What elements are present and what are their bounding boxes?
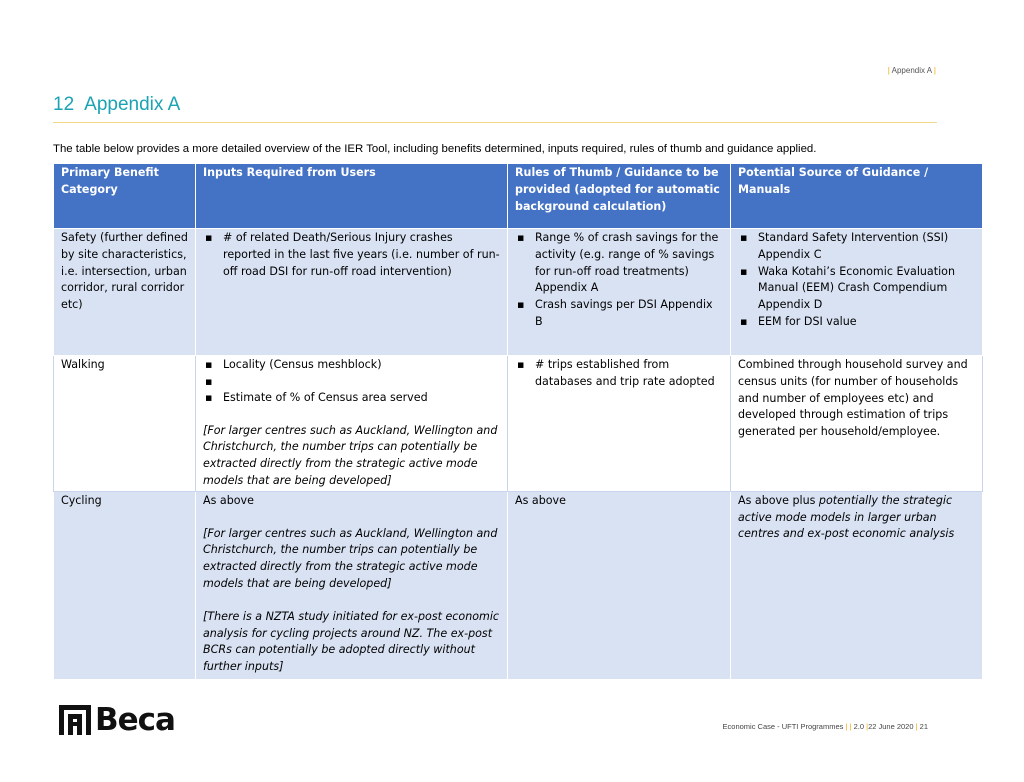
walking-category: Walking (54, 356, 196, 492)
cycling-rules: As above (508, 491, 731, 679)
cycling-inputs-text: As above (203, 493, 254, 507)
header-sources: Potential Source of Guidance / Manuals (731, 164, 983, 229)
header-tag: | Appendix A | (887, 66, 936, 75)
walking-inputs (196, 356, 508, 492)
cycling-source-italic: potentially the strategic active mode models in larger urban centres and ex-post economic analysis (738, 493, 955, 541)
cycling-inputs-note-2: [There is a NZTA study initiated for ex-post economic analysis for cycling projects around NZ. The ex-post BCRs can potentially be adopted directly without further inputs] (203, 609, 499, 674)
footer-version: 2.0 (853, 722, 865, 731)
page-footer: Economic Case - UFTI Programmes | | 2.0 |22 June 2020 | 21 (722, 722, 928, 731)
list-item: ▪ # of related Death/Serious Injury crashes reported in the last five years (i.e. number of run-off road DSI for run-off road intervention) (203, 230, 500, 280)
header-benefit-category: Primary Benefit Category (54, 164, 196, 229)
cycling-source (731, 491, 983, 679)
cycling-category: Cycling (54, 491, 196, 679)
list-item: ▪ Standard Safety Intervention (SSI) Appendix C (738, 230, 975, 264)
list-item: ▪ EEM for DSI value (738, 314, 975, 331)
table-row-cycling (54, 491, 983, 679)
header-inputs: Inputs Required from Users (196, 164, 508, 229)
walking-source: Combined through household survey and census units (for number of households and number of employees etc) and developed through estimation of trips generated per household/employee. (731, 356, 983, 492)
safety-inputs (196, 229, 508, 356)
spacer (203, 407, 500, 423)
table-header-row (54, 164, 983, 229)
spacer (203, 593, 500, 609)
list-item: ▪ Crash savings per DSI Appendix B (515, 297, 723, 331)
section-heading (53, 94, 180, 116)
spacer (203, 374, 500, 390)
ier-tool-table (53, 163, 983, 680)
safety-rules (508, 229, 731, 356)
safety-category: Safety (further defined by site characteristics, i.e. intersection, urban corridor, rural corridor etc) (54, 229, 196, 356)
footer-doc: Economic Case - UFTI Programmes (722, 722, 844, 731)
walking-inputs-note: [For larger centres such as Auckland, Wellington and Christchurch, the number trips can potentially be extracted directly from the strategic active mode models that are being developed] (203, 423, 498, 487)
cycling-source-lead: As above plus (738, 493, 819, 507)
list-item: ▪ Waka Kotahi’s Economic Evaluation Manual (EEM) Crash Compendium Appendix D (738, 264, 975, 314)
list-item: ▪ # trips established from databases and trip rate adopted (515, 357, 723, 391)
section-number: 12 (53, 94, 75, 115)
list-item: ▪ Locality (Census meshblock) (203, 357, 500, 374)
safety-sources (731, 229, 983, 356)
beca-logo (59, 702, 175, 738)
heading-rule (53, 122, 937, 123)
beca-logo-icon (59, 705, 91, 735)
header-rules: Rules of Thumb / Guidance to be provided (adopted for automatic background calculation) (508, 164, 731, 229)
table-row-safety (54, 229, 983, 356)
list-item: ▪ Estimate of % of Census area served (203, 390, 500, 407)
list-item: ▪ Range % of crash savings for the activity (e.g. range of % savings for run-off road treatments) Appendix A (515, 230, 723, 297)
footer-page: 21 (919, 722, 928, 731)
header-tag-text: Appendix A (891, 66, 932, 75)
intro-text: The table below provides a more detailed overview of the IER Tool, including benefits determined, inputs required, rules of thumb and guidance applied. (53, 143, 817, 155)
table-row-walking (54, 356, 983, 492)
beca-logo-text: Beca (95, 702, 175, 738)
cycling-inputs-note-1: [For larger centres such as Auckland, Wellington and Christchurch, the number trips can potentially be extracted directly from the strategic active mode models that are being developed] (203, 526, 498, 590)
walking-rules (508, 356, 731, 492)
cycling-inputs (196, 491, 508, 679)
spacer (203, 510, 500, 526)
section-title: Appendix A (84, 94, 181, 115)
footer-date: 22 June 2020 (868, 722, 914, 731)
